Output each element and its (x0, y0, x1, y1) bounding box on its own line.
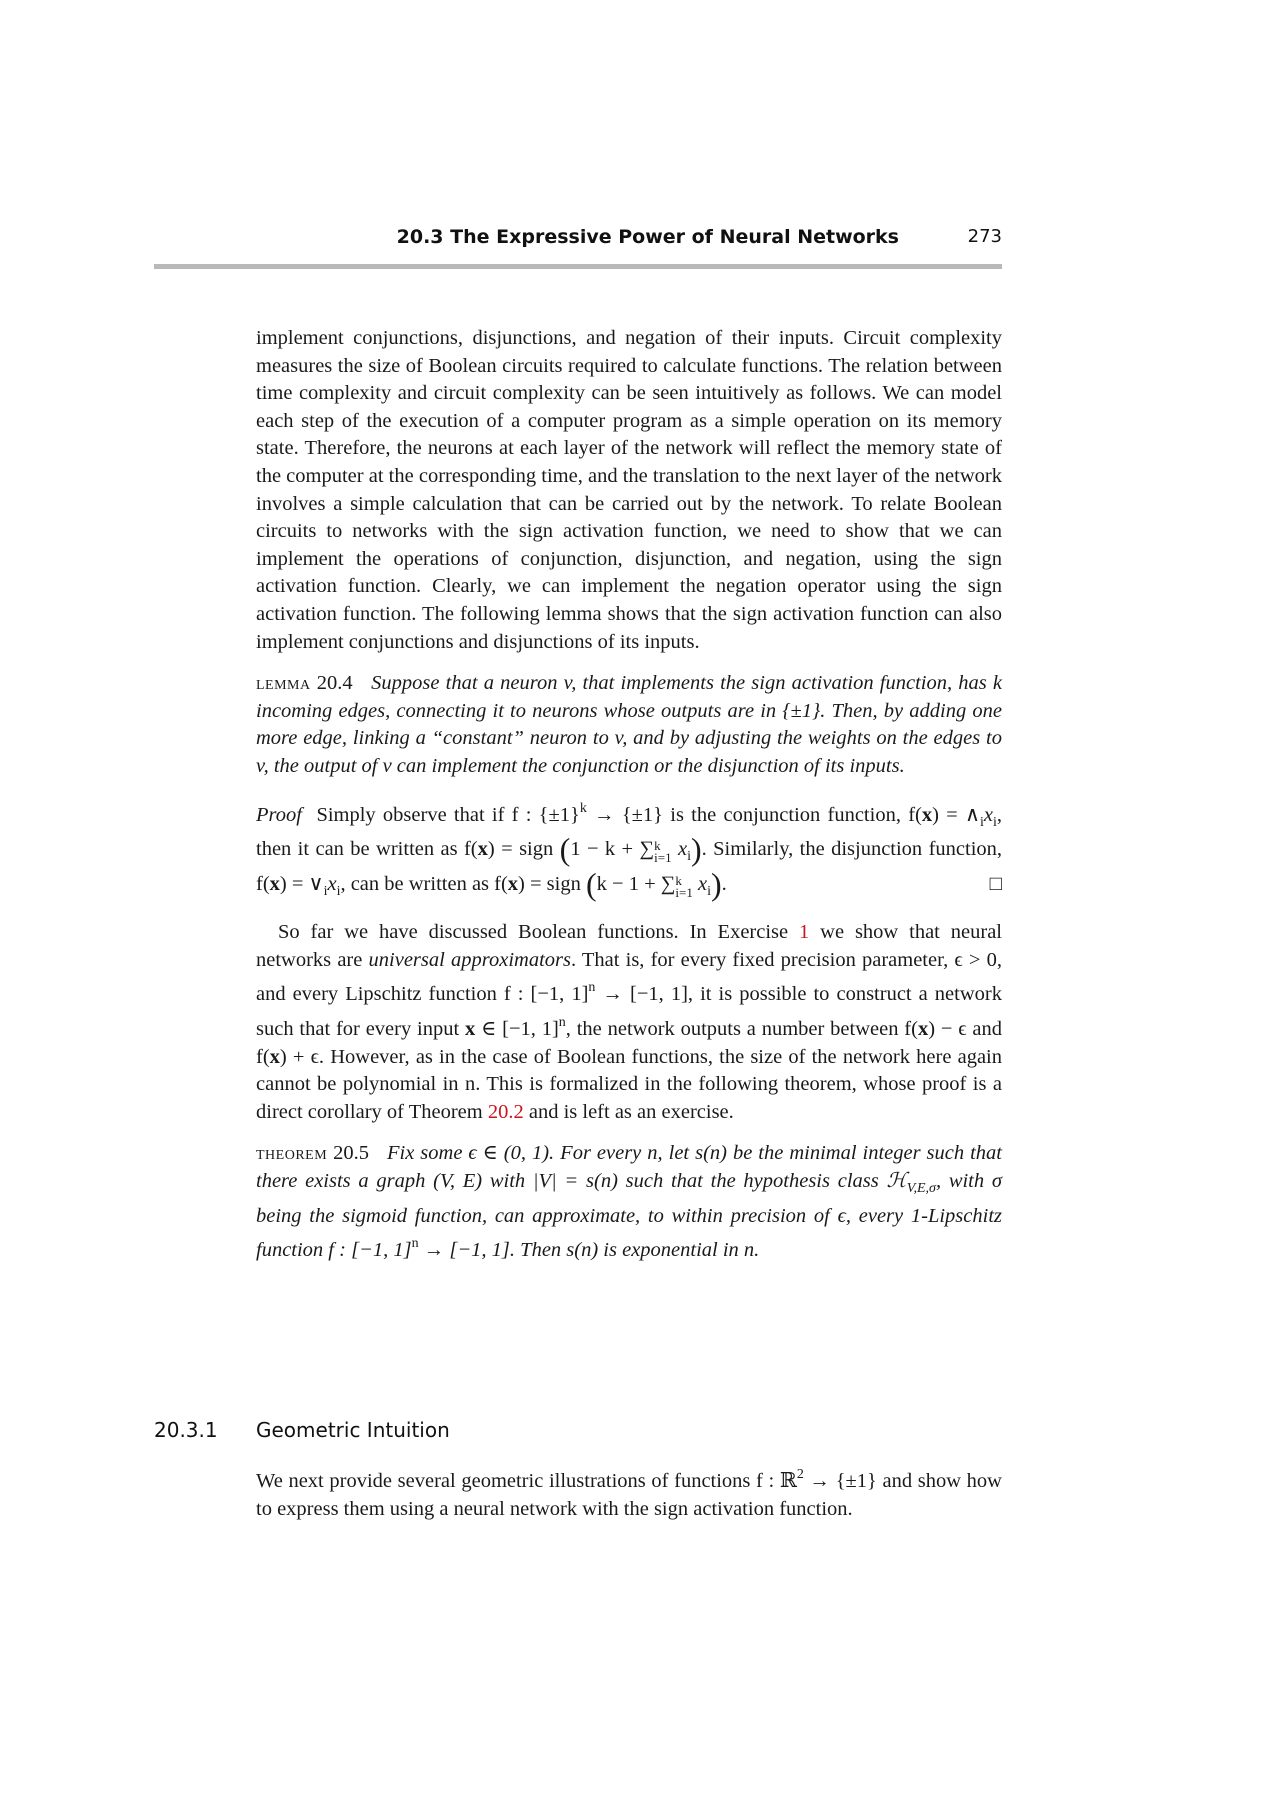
para-text: So far we have discussed Boolean functions. In Exercise (278, 921, 800, 944)
para-sup: 2 (796, 1467, 804, 1482)
lemma-label: lemma (256, 672, 311, 695)
proof-expression: k − 1 + ∑ (596, 872, 676, 895)
para-text: ∈ [−1, 1] (475, 1018, 559, 1041)
proof-sub: i (992, 814, 997, 830)
paragraph-circuits: implement conjunctions, disjunctions, and negation of their inputs. Circuit complexity measures the size of Boolean circuits required to calculate functions. The relation between time complexity and circuit complexity can be seen intuitively as follows. We can model each step of the execution of a computer program as a simple operation on its memory state. Therefore, the neurons at each layer of the network will reflect the memory state of the computer at the corresponding time, and the translation to the next layer of the network involves a simple calculation that can be carried out by the network. To relate Boolean circuits to networks with the sign activation function, we need to show that we can implement the operations of conjunction, disjunction, and negation, using the sign activation function. Clearly, we can implement the negation operator using the sign activation function. The following lemma shows that the sign activation function can also implement conjunctions and disjunctions of its inputs. (256, 327, 1002, 653)
para-text: . That is, for every fixed precision parameter, ϵ > 0, and every Lipschitz function f : [−1, 1] (256, 948, 1002, 1006)
proof-block (256, 795, 1002, 906)
emphasis: universal approximators (368, 948, 571, 971)
para-text: ) − ϵ and f( (256, 1018, 1002, 1068)
running-header (154, 222, 1002, 269)
proof-text: → {±1} is the conjunction function, f( (586, 803, 922, 826)
para-text: → [−1, 1], it is possible to construct a network such that for every input (256, 983, 1002, 1041)
proof-text: Similarly, the disjunction function, f( (256, 838, 1003, 895)
proof-label: Proof (256, 803, 302, 826)
section-number: 20.3.1 (154, 1418, 218, 1442)
proof-sub: i (979, 814, 984, 830)
proof-sub: i (336, 883, 341, 899)
lemma-statement: Suppose that a neuron v, that implements the sign activation function, has k incoming edges, connecting it to neurons whose outputs are in {±1}. Then, by adding one more edge, linking a “constant” neuron to v, and by adjusting the weights on the edges to v, the output of v can implement the conjunction or the disjunction of its inputs. (256, 672, 1002, 777)
proof-sub: i (687, 849, 691, 865)
proof-paren: ) (710, 865, 722, 902)
para-text: We next provide several geometric illustrations of functions f : ℝ (256, 1470, 797, 1492)
sum-upper: k (675, 872, 682, 888)
sum-limits (675, 872, 693, 900)
exercise-ref-link[interactable]: 1 (799, 921, 810, 944)
theorem-20-5 (256, 1140, 1002, 1264)
proof-bold-x: x (477, 838, 488, 861)
para-text: ) + ϵ. However, as in the case of Boolean functions, the size of the network here again cannot be polynomial in n. This is formalized in the following theorem, whose proof is a direct corollary of Theorem (256, 1045, 1002, 1123)
theorem-label: theorem (256, 1142, 328, 1165)
page-number: 273 (967, 226, 1002, 247)
main-text (256, 325, 1002, 1279)
qed-symbol: □ (989, 872, 1002, 895)
proof-sub: i (323, 883, 328, 899)
proof-text: Simply observe that if f : {±1} (316, 803, 580, 826)
sum-lower: i=1 (654, 850, 672, 866)
proof-text: , can be written as f( (340, 872, 508, 895)
proof-text: x (692, 872, 708, 895)
theorem-text: , with σ being the sigmoid function, can approximate, to within precision of ϵ, every 1-Lipschitz function f : [−1, 1] (256, 1170, 1002, 1262)
proof-text: , then it can be written as f( (256, 803, 1002, 861)
theorem-text: → [−1, 1]. Then s(n) is exponential in n. (418, 1239, 760, 1262)
proof-text: ) = ∨ (279, 872, 324, 895)
paragraph-approximators (256, 919, 1002, 1126)
proof-text: . (701, 838, 707, 861)
proof-paren: ) (690, 831, 702, 868)
theorem-sub: V,E,σ (906, 1181, 936, 1197)
theorem-text: Fix some ϵ ∈ (0, 1). For every n, let s(n) be the minimal integer such that there exists a graph (V, E) with |V| = s(n) such that the hypothesis class ℋ (256, 1142, 1002, 1193)
para-text: we show that neural networks are (256, 921, 1002, 971)
lemma-number: 20.4 (316, 672, 353, 695)
theorem-sup: n (411, 1236, 419, 1252)
para-sup: n (588, 980, 596, 996)
sum-upper: k (654, 838, 661, 854)
section-title: Geometric Intuition (256, 1418, 450, 1442)
bold-x: x (917, 1018, 929, 1041)
proof-paren: ( (559, 831, 571, 868)
proof-bold-x: x (921, 803, 933, 826)
lemma-20-4 (256, 670, 1002, 780)
proof-text: ) = sign (487, 838, 554, 861)
geometric-intuition-text (256, 1461, 1002, 1523)
proof-text: ) = sign (518, 872, 581, 895)
proof-bold-x: x (269, 872, 280, 895)
proof-sup: k (579, 800, 587, 816)
section-heading (154, 1414, 1002, 1446)
para-text: → {±1} and show how to express them using a neural network with the sign activation function. (256, 1470, 1002, 1520)
paragraph-geometric (256, 1461, 1002, 1523)
proof-paren: ( (585, 865, 597, 902)
proof-sub: i (707, 883, 711, 899)
proof-expression: 1 − k + ∑ (570, 838, 655, 861)
proof-text: . (721, 872, 727, 895)
running-header-title: 20.3 The Expressive Power of Neural Networks (396, 226, 899, 248)
proof-text: x (983, 803, 993, 826)
proof-bold-x: x (507, 872, 519, 895)
bold-x: x (269, 1045, 280, 1068)
sum-limits (654, 840, 671, 864)
para-text: , the network outputs a number between f( (565, 1018, 918, 1041)
para-text: and is left as an exercise. (523, 1100, 734, 1123)
bold-x: x (465, 1018, 476, 1041)
theorem-ref-link[interactable]: 20.2 (487, 1100, 524, 1123)
sum-lower: i=1 (675, 884, 693, 900)
theorem-number: 20.5 (333, 1142, 370, 1165)
proof-text: ) = ∧ (932, 803, 980, 826)
proof-text: x (327, 872, 337, 895)
proof-text: x (671, 838, 688, 861)
para-sup: n (558, 1015, 566, 1031)
